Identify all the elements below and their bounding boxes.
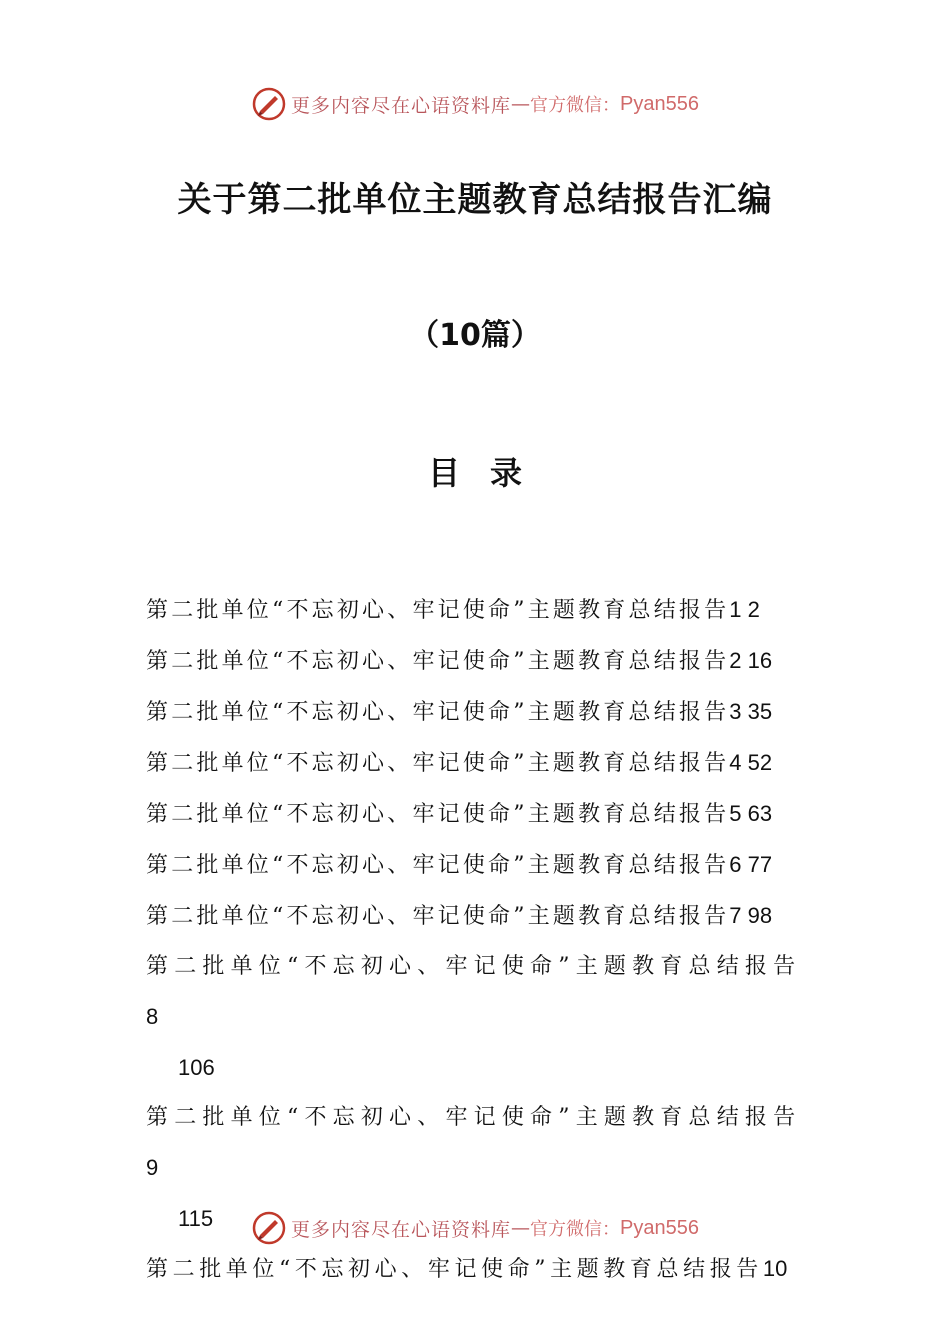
watermark-banner-top [0, 84, 950, 124]
toc-entry-4[interactable] [146, 738, 808, 789]
toc-entry-number: 8 [146, 1004, 159, 1029]
document-title: 关于第二批单位主题教育总结报告汇编 [177, 180, 773, 220]
toc-entry-page: 16 [747, 648, 773, 673]
document-subtitle: （10篇） [409, 318, 541, 353]
watermark-wechat-id: Pyan556 [620, 1216, 699, 1239]
toc-entry-number: 1 [729, 597, 742, 622]
pen-logo-icon [251, 1210, 287, 1246]
watermark-text: 更多内容尽在心语资料库 [291, 94, 512, 117]
toc-entry-text: 第二批单位“不忘初心、牢记使命”主题教育总结报告 [146, 649, 730, 674]
toc-entry-text: 第二批单位“不忘初心、牢记使命”主题教育总结报告 [146, 598, 730, 623]
toc-entry-number: 4 [729, 750, 742, 775]
toc-entry-number: 6 [729, 852, 742, 877]
toc-entry-page: 2 [747, 597, 760, 622]
toc-entry-6[interactable] [146, 840, 808, 891]
pen-logo-icon [251, 86, 287, 122]
toc-entry-number: 10 [762, 1256, 788, 1281]
toc-entry-text: 第二批单位“不忘初心、牢记使命”主题教育总结报告 [146, 904, 730, 929]
toc-entry-page: 98 [747, 903, 773, 928]
watermark-separator: — [511, 1217, 531, 1239]
toc-entry-2[interactable] [146, 636, 808, 687]
toc-entry-page: 63 [747, 801, 773, 826]
watermark-wechat-id: Pyan556 [620, 92, 699, 115]
toc-entry-page: 77 [747, 852, 773, 877]
toc-entry-page: 35 [747, 699, 773, 724]
toc-entry-number: 9 [146, 1155, 159, 1180]
toc-entry-3[interactable] [146, 687, 808, 738]
toc-entry-text: 第二批单位“不忘初心、牢记使命”主题教育总结报告 [146, 700, 730, 725]
toc-entry-text: 第二批单位“不忘初心、牢记使命”主题教育总结报告 [146, 802, 730, 827]
toc-entry-number: 2 [729, 648, 742, 673]
table-of-contents [146, 585, 808, 1295]
watermark-text: 更多内容尽在心语资料库 [291, 1218, 512, 1241]
toc-entry-text: 第二批单位“不忘初心、牢记使命”主题教育总结报告 [146, 1105, 802, 1130]
toc-entry-text: 第二批单位“不忘初心、牢记使命”主题教育总结报告 [146, 853, 730, 878]
toc-entry-text: 第二批单位“不忘初心、牢记使命”主题教育总结报告 [146, 751, 730, 776]
toc-entry-number: 7 [729, 903, 742, 928]
toc-entry-10[interactable] [146, 1244, 808, 1295]
toc-entry-number: 5 [729, 801, 742, 826]
toc-entry-1[interactable] [146, 585, 808, 636]
watermark-banner-bottom [0, 1208, 950, 1248]
toc-heading: 目录 [427, 454, 552, 492]
watermark-wechat-label: 官方微信： [530, 95, 621, 116]
toc-entry-5[interactable] [146, 789, 808, 840]
toc-entry-text: 第二批单位“不忘初心、牢记使命”主题教育总结报告 [146, 954, 802, 979]
toc-entry-text: 第二批单位“不忘初心、牢记使命”主题教育总结报告 [146, 1257, 763, 1282]
toc-entry-page: 115 [178, 1206, 214, 1231]
toc-entry-8[interactable] [146, 942, 808, 1093]
toc-entry-number: 3 [729, 699, 742, 724]
toc-entry-page: 106 [178, 1055, 215, 1080]
toc-entry-page: 52 [747, 750, 773, 775]
toc-entry-7[interactable] [146, 891, 808, 942]
watermark-wechat-label: 官方微信： [530, 1219, 621, 1240]
watermark-separator: — [511, 93, 531, 115]
